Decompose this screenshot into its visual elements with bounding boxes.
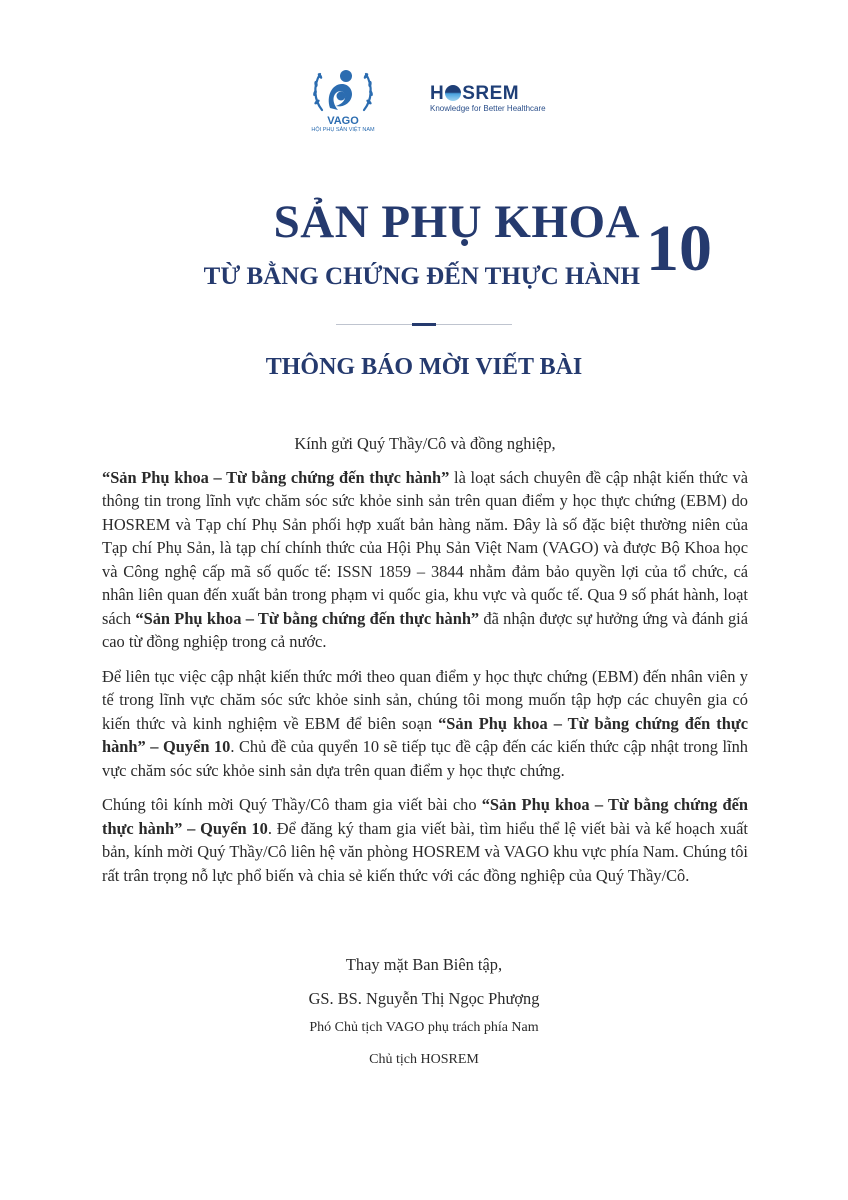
vago-logo <box>306 62 380 142</box>
greeting: Kính gửi Quý Thầy/Cô và đồng nghiệp, <box>294 434 556 453</box>
vago-name: VAGO <box>327 115 359 127</box>
paragraph-1-bold-1: “Sản Phụ khoa – Từ bằng chứng đến thực hành” <box>102 467 450 487</box>
hosrem-tagline: Knowledge for Better Healthcare <box>430 104 546 113</box>
book-subtitle: TỪ BẰNG CHỨNG ĐẾN THỰC HÀNH <box>203 263 640 290</box>
signature-role-1: Phó Chủ tịch VAGO phụ trách phía Nam <box>309 1020 539 1035</box>
paragraph-1 <box>102 466 748 654</box>
hosrem-name <box>430 84 560 104</box>
divider-accent <box>412 323 436 326</box>
paragraph-2-text-1: Để liên tục việc cập nhật kiến thức mới theo quan điểm y học thực chứng (EBM) đến nhân viên y tế trong lĩnh vực chăm sóc sức khỏe sinh sản, chúng tôi mong muốn tập hợp các chuyên gia có kiến thức và kinh nghiệm về EBM để biên soạn <box>102 666 748 733</box>
paragraph-2-bold-1: “Sản Phụ khoa – Từ bằng chứng đến thực hành” – Quyển 10 <box>102 713 748 756</box>
hosrem-name-end: SREM <box>462 83 520 104</box>
hosrem-globe-icon <box>445 85 461 101</box>
paragraph-1-bold-2: “Sản Phụ khoa – Từ bằng chứng đến thực hành” <box>135 608 480 628</box>
signature-block <box>0 954 848 1070</box>
notice-heading: THÔNG BÁO MỜI VIẾT BÀI <box>265 354 583 380</box>
paragraph-3-bold-1: “Sản Phụ khoa – Từ bằng chứng đến thực hành” – Quyển 10 <box>102 795 748 838</box>
hosrem-logo <box>430 84 560 114</box>
paragraph-1-text-2: đã nhận được sự hưởng ứng và đánh giá cao từ đồng nghiệp trong cả nước. <box>102 608 748 651</box>
paragraph-3-text-2: . Để đăng ký tham gia viết bài, tìm hiểu thể lệ viết bài và kế hoạch xuất bản, kính mời Quý Thầy/Cô liên hệ văn phòng HOSREM và VAGO khu vực phía Nam. Chúng tôi rất trân trọng nỗ lực phổ biến và chia sẻ kiến thức với các đồng nghiệp của Quý Thầy/Cô. <box>102 818 748 885</box>
signature-name: GS. BS. Nguyễn Thị Ngọc Phượng <box>308 989 540 1008</box>
letter-body <box>102 432 748 898</box>
paragraph-2 <box>102 665 748 783</box>
paragraph-3-text-1: Chúng tôi kính mời Quý Thầy/Cô tham gia viết bài cho <box>102 795 482 814</box>
paragraph-2-text-2: . Chủ đề của quyển 10 sẽ tiếp tục đề cập đến các kiến thức cập nhật trong lĩnh vực chăm sóc sức khỏe sinh sản dựa trên quan điểm y học thực chứng. <box>102 737 748 780</box>
logo-bar <box>0 62 848 142</box>
signature-role-2: Chủ tịch HOSREM <box>369 1052 479 1067</box>
vago-subtitle: HỘI PHỤ SẢN VIỆT NAM <box>311 127 375 133</box>
volume-number: 10 <box>646 212 712 285</box>
book-title: SẢN PHỤ KHOA <box>273 196 640 248</box>
vago-emblem-icon <box>308 62 378 118</box>
signature-on-behalf: Thay mặt Ban Biên tập, <box>345 955 503 974</box>
hosrem-name-start: H <box>430 83 445 104</box>
paragraph-1-text-1: là loạt sách chuyên đề cập nhật kiến thức và thông tin trong lĩnh vực chăm sóc sức khỏe sinh sản trên quan điểm y học thực chứng (EBM) do HOSREM và Tạp chí Phụ Sản phối hợp xuất bản hàng năm. Đây là số đặc biệt thường niên của Tạp chí Phụ Sản, là tạp chí chính thức của Hội Phụ Sản Việt Nam (VAGO) và được Bộ Khoa học và Công nghệ cấp mã số quốc tế: ISSN 1859 – 3844 nhằm đảm bảo quyền lợi của tổ chức, cá nhân liên quan đến xuất bản trong phạm vi quốc gia, khu vực và quốc tế. Qua 9 số phát hành, loạt sách <box>102 467 749 628</box>
paragraph-3 <box>102 793 748 887</box>
